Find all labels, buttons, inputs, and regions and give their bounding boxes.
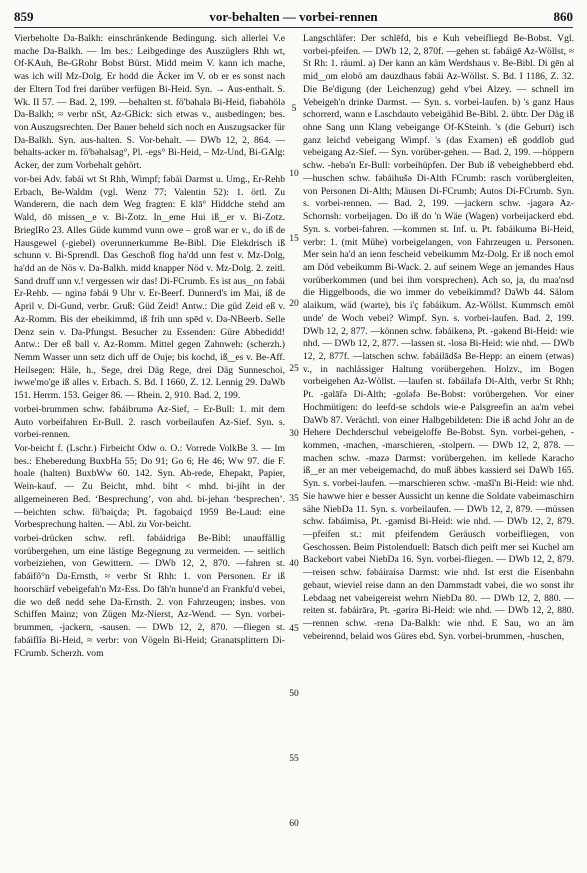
page-number-left: 859: [14, 9, 34, 24]
line-number: 45: [289, 624, 299, 634]
line-number: 40: [289, 559, 299, 569]
line-number: 5: [291, 104, 297, 114]
line-number: 15: [289, 234, 299, 244]
line-number: 35: [289, 494, 299, 504]
running-head: vor-behalten — vorbei-rennen: [209, 9, 378, 24]
header-rule: [14, 27, 573, 28]
line-number: 10: [289, 169, 299, 179]
entry-vorbei-druecken: vorbei-drücken schw. refl. fəbáidrigə Be-Bibl: unauffällig vorübergehen, um eine lästige Begegnung zu vermeiden. — seitlich vorbeiziehen, von Gewittern. — DWb 12, 2, 870. —fahren st. fəbáifô°n Da-Ernsth, ≈ verbr St Rhh: 1. von Personen. Er iß hoorschärf vebeigefah'n Mz-Ess. Do fāh'n hunne'd an Frankfu'd vebei, die wo deß nedd sehe Da-Ernsth. 2. von Fahrzeugen; insbes. von Schiffen Mainz; von Zügen Mz-Nierst, Az-Wend. — Syn. vorbei-brummen, -jackern, -sausen. — DWb 12, 2, 870. —fliegen st. fəbáiflîə Bi-Heid, ≈ verbr: von Vögeln Bi-Heid; Granatsplittern Di-FCrumb. Scherzh. vom: [14, 533, 285, 659]
line-number: 25: [289, 364, 299, 374]
page-header: [14, 6, 573, 28]
page-number-right: 860: [553, 9, 573, 24]
right-column: [303, 33, 574, 863]
line-number: 30: [289, 429, 299, 439]
entry-vorbei-brummen: vorbei-brummen schw. fəbáibrumə Az-Sief, – Er-Bull: 1. mit dem Auto vorbeifahren Er-Bull. 2. rasch vorbeilaufen Az-Sief. Syn. s. vorbei-rennen.: [14, 403, 285, 441]
line-number: 20: [289, 299, 299, 309]
line-number: 55: [289, 754, 299, 764]
entry-vorbei-fliegen-cont: Langschläfer: Der schlēfd, bis e Kuh vebeifliegd Be-Bobst. Vgl. vorbei-pfeifen. — DWb 12, 2, 870f. —gehen st. fəbáigē Az-Wöllst, ≈ St Rh: 1. räuml. a) Der kann an käm Werdshaus v. Be-Bibl. Di gēn al mid‿om elobö am dəuzdhaus fəbái Az-Wöllst. S. Bd. I 1186, Z. 32. Die Be'digung (der Leichenzug) gehd v'bei Alzey. — schnell im Vebeigeh'n drinke Darmst. — Syn. s. vorbei-laufen. b) 's ganz Haus schorrerd, wann e Laschdauto vebeigähid Be-Bibl. 2. übtr. Der Däg iß ohne Sang unn Klang vebeigange Of-KSteinh. 's (die Geburt) isch ganz leichd vebeigang Wimpf. 's (das Examen) eß goddlob gud vebeigang Az-Sief. — Syn. vorüber-gehen. — Bad. 2, 199. —höppern schw. -hebə'n Er-Bull: vorbeihüpfen. Der Bub iß vebeighebberd ebd. —huschen schw. fəbáihušə Di-Alth FCrumb: rasch vorübergleiten, von Personen Di-Alth; Mäusen Di-FCrumb; Autos Di-FCrumb. Syn. s. vorbei-rennen. — Bad. 2, 199. —jackern schw. -jagərə Az-Schornsh: vorbeijagen. Do iß do 'n Wäe (Wagen) vorbeijackerd ebd. Syn. s. vorbei-fahren. —kommen st. Inf. u. Pt. fəbáikumə Bi-Heid, verbr: 1. (mit Mühe) vorbeigelangen, von Fahrzeugen u. Personen. Mer sein ha'd an ienn fescheid vebeikumm Mz-Dolg. Er iß noch emol am Död vebeikumm Bi-Wack. 2. auf seinem Wege an jemandes Haus vorüberkommen (und bei ihm vorsprechen). Ach so, ja, du maa'nsd die Higgelboods, die wo immer do vebeikimmd? DaWb 44. Sälom alaikum, wäd (warte), bis i'ç fəbáikum. Az-Wöllst. Kummsch emōl unde' de Woch vebei? Wimpf. Syn. s. vorbei-laufen. Bad. 2, 199. DWb 12, 2, 877. —können schw. fəbáikenə, Pt. -gəkend Bi-Heid: wie nhd. — DWb 12, 2, 877. —lassen st. -losə Bi-Heid: wie nhd. — DWb 12, 2, 877f. —latschen schw. fəbáilādšə Be-Hepp: an einem (etwas) v., in nachlässiger Haltung vorübergehen. Holzv., im Bogen vorbeigehen Az-Wöllst. —laufen st. fəbáilafə Di-Alth, verbr St Rhh; Pt. -gəlāfə Di-Alth; -goləfə Be-Bobst: vorübergehen. Vor einer Hochmütigen: do leefd-se schdols wie-e Palsgreefin an aa'm vebei DaWb 87. Verächtl. von einer Halbgebildeten: Die iß achd Johr an de Hehere Dechderschul vebeigeloffe Be-Bobst. Syn. vorbei-gehen, -kommen, -machen, -marschieren, -stolpern. — DWb 12, 2, 878. —machen schw. -mazə Darmst: vorübergehen. im kellede Karacho iß‿er an mer vebeigemachd, do muß äbbes kassierd sei DaWb 165. Syn. s. vorbei-laufen. —marschieren schw. -mašî'n Bi-Heid: wie nhd. Sie hawwe hier e besser Aussicht un kenne die Soldate vabeimaschirn sähe NiebDa 11. Syn. s. vorbeilaufen. — DWb 12, 2, 879. —müssen schw. fəbáimisə, Pt. -gəmisd Bi-Heid: wie nhd. — DWb 12, 2, 879. —pfeifen st.: mit pfeifendem Geräusch vorbeifliegen, von Geschossen. Beim Pistolenduell: Batsch dich peift mer sei Kuchel am Backebort vabei NiebDa 16. Syn. vorbei-fliegen. — DWb 12, 2, 879. —reisen schw. fəbáiraisə Darmst: wie nhd. Ist erst die Eisenbahn gebaut, wieviel reise dann an den Dammstadt vabei, die wo sonst ihr Lebdaag net vabeigereist wehrn NiebDa 80. — DWb 12, 2, 880. —reiten st. fəbáirārə, Pt. -gərirə Bi-Heid: wie nhd. — DWb 12, 2, 880. —rennen schw. -renə Da-Balkh: wie nhd. E Sau, wo an äm vebeirennd, belaid wos Güres ebd. Syn. vorbei-brummen, -huschen,: [303, 33, 574, 642]
entry-vorbehalten: Vierbeholte Da-Balkh: einschränkende Bedingung. sich allerlei V.e mache Da-Balkh. — Im bes.: Leibgedinge des Auszüglers Rhh wt, Of-KAuh, Be-GRohr Bobst Bürst. Midd meim V. kann ich mache, was ich will Mz-Dolg. Er hodd die Äcker im V. ob er es sonst nach der Eltern Tod frei darüber verfügen Bi-Heid. Syn. → Aus-enthalt. S. Wk. II 57. — Bad. 2, 199. —behalten st. fö'bəhalə Bi-Heid, fiəbəhölə Da-Balkh; ≈ verbr nSt, Az-GBick: sich etwas v., ausbedingen; bes. von Auszugsrechten. Der Bauer beheld sich noch en Auszugsacker für Da-Balkh. Syn. aus-halten. S. Vor-behalt. — DWb 12, 2, 864. —behalts-acker m. fö'bəhalsag°, Pl. -egs° Bi-Heid, – Mz-Und, Bi-GAlg: Acker, der zum Vorbehalt gehört.: [14, 33, 285, 172]
line-number: 60: [289, 819, 299, 829]
entry-vorbei: vor-bei Adv. fəbái wt St Rhh, Wimpf; fəbái Darmst u. Umg., Er-Rehb Erbach, Be-Waldm (vgl. Wenz 77; Valentin 52): 1. örtl. Zu Wanderern, die nach dem Weg fragten: E klā° Hiddche stehd am Wald, dō missen‿e v. Bi-Zotz. In‿eme Hui iß‿er v. Bi-Zotz. BrieglRo 23. Alles Güde kummd vunn owe – groß war er v., do iß de Hausgewel (-giebel) overunnerkumme Be-Bibl. Die Elekdrisch iß schunn v. Bi-Sprendl. Das Geschoß flog ha'dd unn fest v. Mz-Dolg, ha'dd an de Nös v. Da-Balkh. midd knapper Nöd v. Mz-Dolg. 2. zeitl. Sand druff unn v.! vergessen wir das! Di-FCrumb. Es ist aus‿on fəbái Er-Rehb. — nginə fəbái 9 Uhr v. Er-Beerf. Dunnerd's im Mai, iß de April v. Di-Gund, verbr. Gruß: Güd Zeid! Antw.: Die güd Zeid eß v. Az-Romm. Bis der ebeikimmd, iß frih unn spēd v. Da-NBeerb. Selle Denz sein v. Da-Pfungst. Besucher zu Essenden: Güre Abbedidd! Antw.: Der eß ball v. Az-Romm. Mittel gegen Zahnweh: (scherzh.) Nemm Wasser unn setz dich uff de Ouje; bis kochd, iß‿es v. Be-Aff. Heilsegen: Häle, h., Sege, drei Däg Rege, drei Däg Sunneschoi, iwwe'mo'ge iß alles v. Erbach. S. Bd. I 1660, Z. 12. Lennig 29. DaWb 151. Herrm. 153. Geiger 86. — Rhein. 2, 910. Bad. 2, 199.: [14, 173, 285, 402]
left-column: [14, 33, 285, 863]
entry-vor-beicht: Vor-beicht f. (Lschr.) Firbeicht Odw o. O.: Vorrede VolkBe 3. — Im bes.: Eheberedung BuxbHa 55; Do 91; Go 6; He 46; Ww 97. die F. hoale (halten) BuxbWw 60. 142. Syn. Ab-rede, Ehepakt, Papier, Wein-kauf. — Zu Beicht, mhd. biht < mhd. bi-jiht in der allgemeineren Bed. ‘Besprechung’, von ahd. bi-jehan ‘besprechen’. —beichten schw. fö'bəiçdə; Pt. fəgobaiçd 1959 Be-Laud: eine Vorbesprechung halten. — Abl. zu Vor-beicht.: [14, 443, 285, 531]
line-number: 50: [289, 689, 299, 699]
